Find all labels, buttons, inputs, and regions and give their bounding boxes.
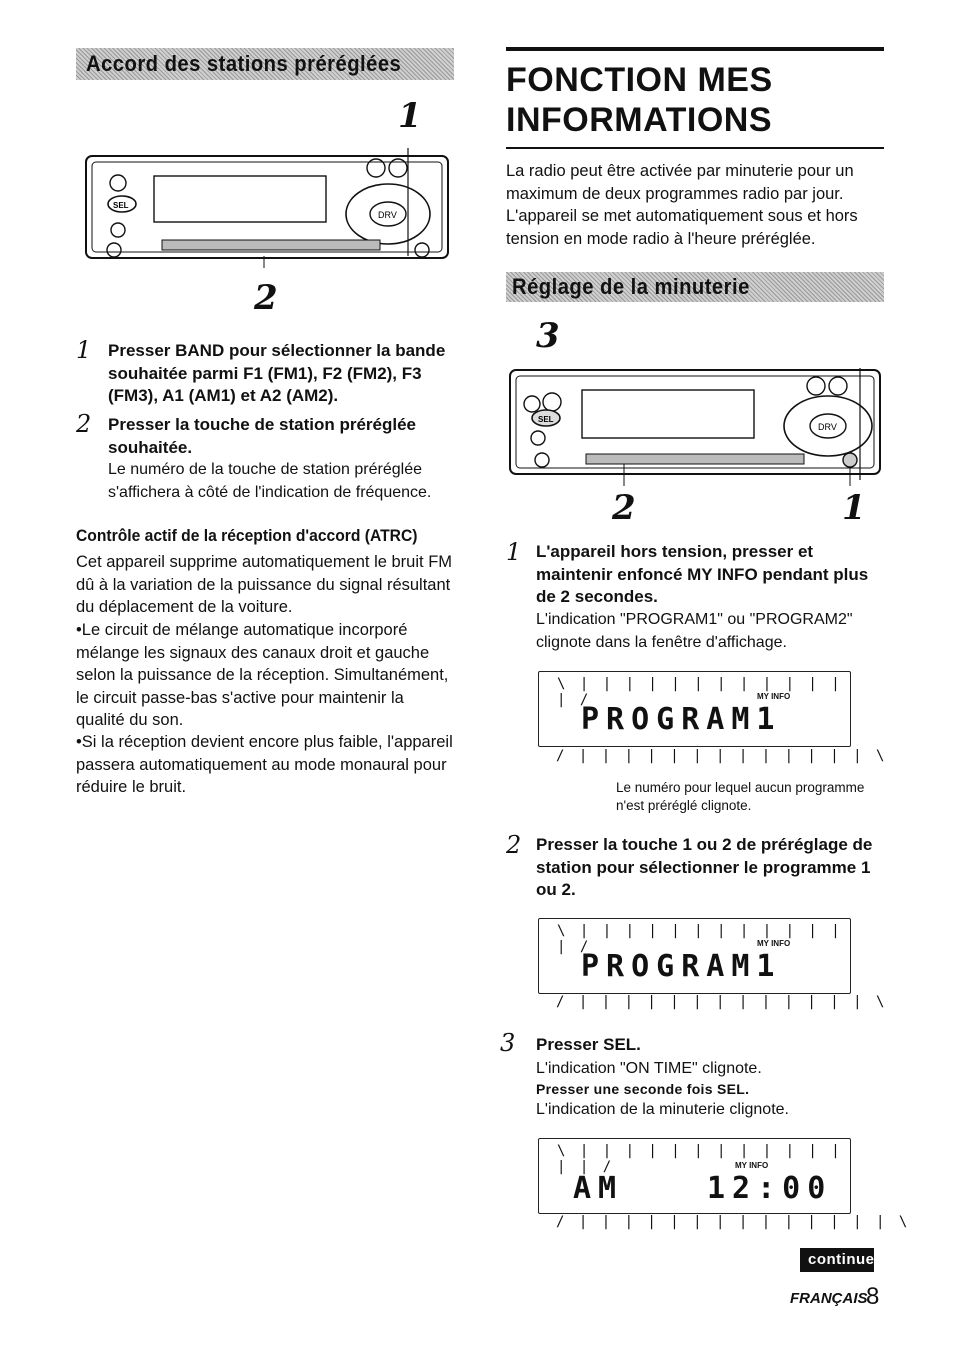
timer-step-3-line3: L'indication de la minuterie clignote. (536, 1101, 789, 1118)
svg-text:SEL: SEL (113, 201, 129, 210)
svg-text:DRV: DRV (378, 210, 397, 220)
page-title-line2: INFORMATIONS (506, 101, 773, 139)
timer-step-1-instruction: L'appareil hors tension, presser et maintenir enfoncé MY INFO pendant plus de 2 secondes. (536, 542, 869, 606)
lcd-display-program (538, 671, 851, 747)
atrc-bullet-1: •Le circuit de mélange automatique incorporé mélange les signaux des canaux droit et gauche selon la puissance de la réception. Simultanément, le circuit passe-bas s'active pour maintenir la qualité du son. (76, 621, 449, 729)
atrc-bullet-2: •Si la réception devient encore plus faible, l'appareil passera automatiquement au mode monaural pour réduire le bruit. (76, 733, 453, 796)
lcd2-program-text: PROGRAM1 (581, 949, 782, 984)
figure-label-2-right: 2 (612, 488, 636, 528)
car-stereo-illustration-right (506, 362, 886, 488)
lcd-myinfo-label: MY INFO (757, 692, 791, 701)
step-number-2: 2 (76, 410, 92, 438)
svg-text:SEL: SEL (538, 415, 554, 424)
lcd-ticks-top: \ | | | | | | | | | | | | | / (557, 676, 843, 708)
atrc-paragraph: Cet appareil supprime automatiquement le bruit FM dû à la variation de la puissance du signal résultant du déplacement de la voiture. (76, 553, 453, 616)
timer-step-3-line1: L'indication "ON TIME" clignote. (536, 1060, 762, 1077)
figure-label-3: 3 (536, 316, 560, 356)
title-rule-top (506, 47, 884, 51)
timer-step-number-3: 3 (500, 1029, 516, 1057)
lcd2-myinfo-label: MY INFO (757, 939, 791, 948)
page-title-line1: FONCTION MES (506, 61, 773, 99)
timer-step-1-detail: L'indication "PROGRAM1" ou "PROGRAM2" clignote dans la fenêtre d'affichage. (536, 611, 853, 651)
lcd2-ticks-top: \ | | | | | | | | | | | | | / (557, 923, 843, 955)
step-number-1: 1 (76, 336, 92, 364)
section-banner-preset-label: Accord des stations préréglées (86, 51, 402, 76)
section-banner-timer-label: Réglage de la minuterie (512, 274, 750, 299)
section-banner-preset (76, 48, 454, 80)
intro-paragraph: La radio peut être activée par minuterie pour un maximum de deux programmes radio par jour. L'appareil se met automatiquement sous et hors tension en mode radio à l'heure préréglée. (506, 162, 858, 248)
lcd3-time-text: 12:00 (707, 1171, 833, 1206)
continue-label: continue (808, 1251, 875, 1268)
timer-step-2-instruction: Presser la touche 1 ou 2 de préréglage de station pour sélectionner le programme 1 ou 2. (536, 835, 873, 899)
step-2-instruction: Presser la touche de station préréglée souhaitée. (108, 415, 417, 457)
svg-text:DRV: DRV (818, 422, 837, 432)
lcd-display-program-2 (538, 918, 851, 994)
lcd3-am-text: AM (573, 1171, 624, 1206)
lcd-1-caption: Le numéro pour lequel aucun programme n'est préréglé clignote. (616, 780, 865, 813)
section-banner-timer (506, 272, 884, 302)
continue-badge (800, 1248, 874, 1272)
figure-label-1-right: 1 (842, 488, 866, 528)
lcd2-ticks-bottom: / | | | | | | | | | | | | | \ (556, 994, 888, 1010)
lcd3-ticks-bottom: / | | | | | | | | | | | | | | \ (556, 1214, 911, 1230)
title-rule-bottom (506, 147, 884, 149)
atrc-heading: Contrôle actif de la réception d'accord (ATRC) (76, 526, 418, 545)
lcd-ticks-bottom: / | | | | | | | | | | | | | \ (556, 748, 888, 764)
lcd-program-text: PROGRAM1 (581, 702, 782, 737)
timer-step-number-2: 2 (506, 831, 522, 859)
timer-step-3-line2: Presser une seconde fois SEL. (536, 1081, 750, 1097)
figure-label-1: 1 (398, 96, 422, 136)
timer-step-number-1: 1 (506, 538, 522, 566)
car-stereo-illustration-left (76, 138, 456, 268)
lcd3-myinfo-label: MY INFO (735, 1161, 769, 1170)
footer-language: FRANÇAIS (790, 1290, 868, 1307)
lcd-display-time (538, 1138, 851, 1214)
footer-page-number: 8 (866, 1283, 880, 1310)
step-1-instruction: Presser BAND pour sélectionner la bande souhaitée parmi F1 (FM1), F2 (FM2), F3 (FM3), A1 (AM1) et A2 (AM2). (108, 341, 446, 405)
step-2-detail: Le numéro de la touche de station préréglée s'affichera à côté de l'indication de fréquence. (108, 461, 432, 501)
figure-label-2: 2 (254, 278, 278, 318)
lcd3-ticks-top: \ | | | | | | | | | | | | | | / (557, 1143, 843, 1175)
timer-step-3-instruction: Presser SEL. (536, 1035, 641, 1054)
